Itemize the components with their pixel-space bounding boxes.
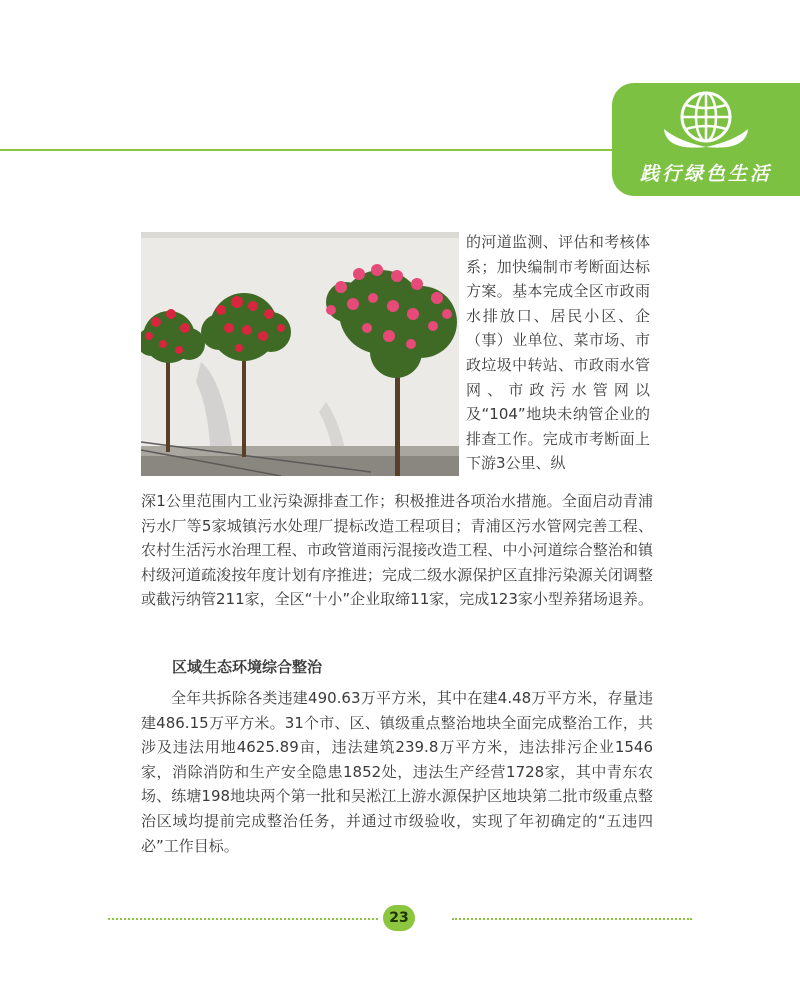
section-tab [612, 83, 800, 196]
section-title: 践行绿色生活 [639, 163, 772, 185]
globe-leaves-icon [656, 89, 756, 159]
section-paragraph: 全年共拆除各类违建490.63万平方米，其中在建4.48万平方米，存量违建486.15万平方米。31个市、区、镇级重点整治地块全面完成整治工作，共涉及违法用地4625.89亩，违法建筑239.8万平方米，违法排污企业1546家，消除消防和生产安全隐患1852处，违法生产经营1728家，其中青东农场、练塘198地块两个第一批和吴淞江上游水源保护区地块第二批市级重点整治区域均提前完成整治任务，并通过市级验收，实现了年初确定的“五违四必”工作目标。 [141, 689, 653, 855]
footer-divider-right [452, 918, 692, 920]
section-heading: 区域生态环境综合整治 [172, 658, 323, 676]
rose-trees-photo [141, 232, 459, 476]
wrap-paragraph: 的河道监测、评估和考核体系；加快编制市考断面达标方案。基本完成全区市政雨水排放口、居民小区、企（事）业单位、菜市场、市政垃圾中转站、市政雨水管网、市政污水管网以及“104”地块未纳管企业的排查工作。完成市考断面上下游3公里、纵 [466, 233, 650, 473]
header-rule [0, 149, 612, 151]
continued-paragraph: 深1公里范围内工业污染源排查工作；积极推进各项治水措施。全面启动青浦污水厂等5家城镇污水处理厂提标改造工程项目；青浦区污水管网完善工程、农村生活污水治理工程、市政管道雨污混接改造工程、中小河道综合整治和镇村级河道疏浚按年度计划有序推进；完成二级水源保护区直排污染源关闭调整或截污纳管211家，全区“十小”企业取缔11家，完成123家小型养猪场退养。 [141, 492, 653, 609]
page-number: 23 [383, 905, 415, 931]
footer-divider-left [108, 918, 378, 920]
